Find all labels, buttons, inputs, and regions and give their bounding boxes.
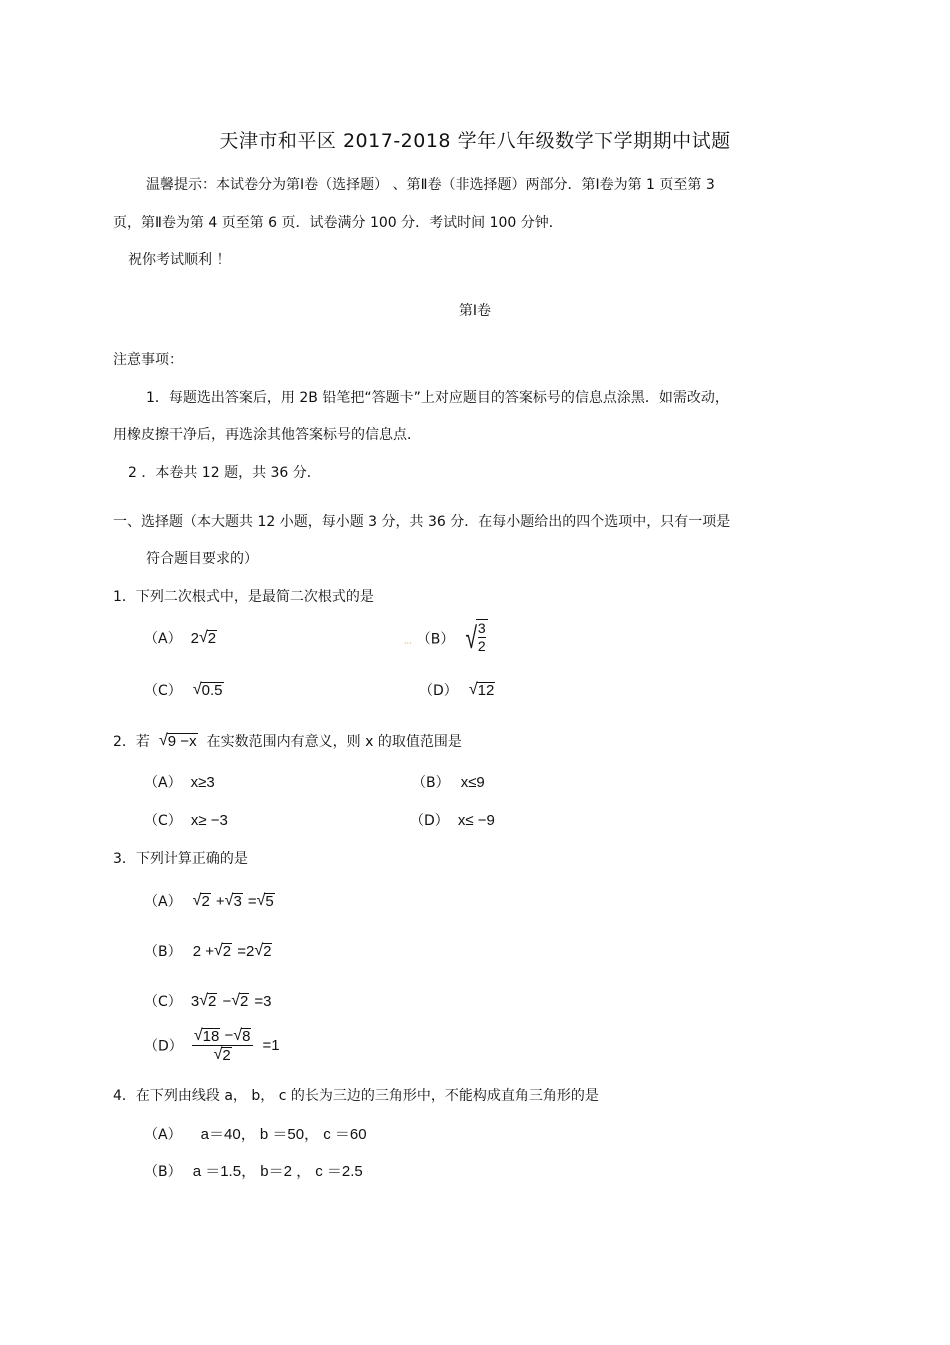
document-title: 天津市和平区 2017-2018 学年八年级数学下学期期中试题 [219,130,731,152]
q3-a-radical-1: √ 2 [192,892,210,910]
intro-line-1: 温馨提示：本试卷分为第Ⅰ卷（选择题） 、第Ⅱ卷（非选择题）两部分．第Ⅰ卷为第 1 页至第 3 [146,177,715,193]
part1-heading-line-2: 符合题目要求的） [146,551,258,567]
q1-c-radical: √ 0.5 [192,681,223,699]
q1-option-b [404,619,488,659]
q3-a-radical-2: √ 3 [224,892,242,910]
q1-stem: 1．下列二次根式中，是最简二次根式的是 [113,589,374,605]
notes-heading: 注意事项： [113,352,183,368]
q3-option-b: （B） 2 + √ 2 =2 √ 2 [144,942,272,960]
q1-a-label: （A） [144,631,182,647]
part1-heading-line-1: 一、选择题（本大题共 12 小题，每小题 3 分，共 36 分．在每小题给出的四个选项中，只有一项是 [113,514,731,530]
notes-item-2: 2 ．本卷共 12 题，共 36 分． [128,465,321,481]
notes-item-1-line-1: 1．每题选出答案后，用 2B 铅笔把“答题卡”上对应题目的答案标号的信息点涂黑．如需改动， [146,390,729,406]
q4-option-b: （B） a ＝1.5， b＝2 ， c ＝2.5 [144,1163,363,1180]
q3-b-radical-2: √ 2 [254,942,272,960]
q1-option-c [144,680,224,700]
q1-d-radical: √ 12 [468,681,495,699]
q3-c-radical-2: √ 2 [231,992,249,1010]
q2-option-a: （A） x≥3 [144,774,215,791]
q2-option-c: （C） x≥ −3 [144,812,228,829]
q3-c-radical-1: √ 2 [199,992,217,1010]
intro-line-3: 祝你考试顺利 ！ [128,252,231,268]
q3-option-d: （D） √ 18 − √ 8 √ 2 =1 [144,1026,280,1064]
q3-d-fraction: √ 18 − √ 8 √ 2 [192,1027,254,1064]
q4-option-a: （A） a＝40， b ＝50， c ＝60 [144,1126,367,1143]
q1-b-label: （B） [416,631,455,648]
q1-a-radical: √ 2 [199,629,217,647]
intro-line-2: 页，第Ⅱ卷为第 4 页至第 6 页．试卷满分 100 分．考试时间 100 分钟． [113,215,563,231]
q2-option-d: （D） x≤ −9 [410,812,495,829]
q1-option-a [144,628,217,648]
q1-c-label: （C） [144,683,182,699]
q3-b-radical-1: √ 2 [213,942,232,960]
q3-stem: 3．下列计算正确的是 [113,851,248,867]
notes-item-1-line-2: 用橡皮擦干净后，再选涂其他答案标号的信息点． [113,427,421,443]
q1-option-d [419,680,495,700]
q3-option-a: （A） √ 2 + √ 3 = √ 5 [144,892,274,910]
q1-b-radical: √ $\frac{3}{2}$ [463,619,487,659]
q3-option-c: （C） 3 √ 2 − √ 2 =3 [144,992,272,1010]
q3-a-radical-3: √ 5 [256,892,274,910]
q4-stem: 4．在下列由线段 a， b， c 的长为三边的三角形中，不能构成直角三角形的是 [113,1088,599,1104]
marker-dots: ... [404,636,412,646]
q1-d-label: （D） [419,683,458,699]
q2-option-b: （B） x≤9 [412,774,485,791]
section-heading: 第Ⅰ卷 [458,303,492,319]
q2-radical: √ 9 −x [159,732,197,750]
q1-a-coef: 2 [190,630,200,647]
q2-stem: 2．若 √ 9 −x 在实数范围内有意义，则 x 的取值范围是 [113,732,462,750]
